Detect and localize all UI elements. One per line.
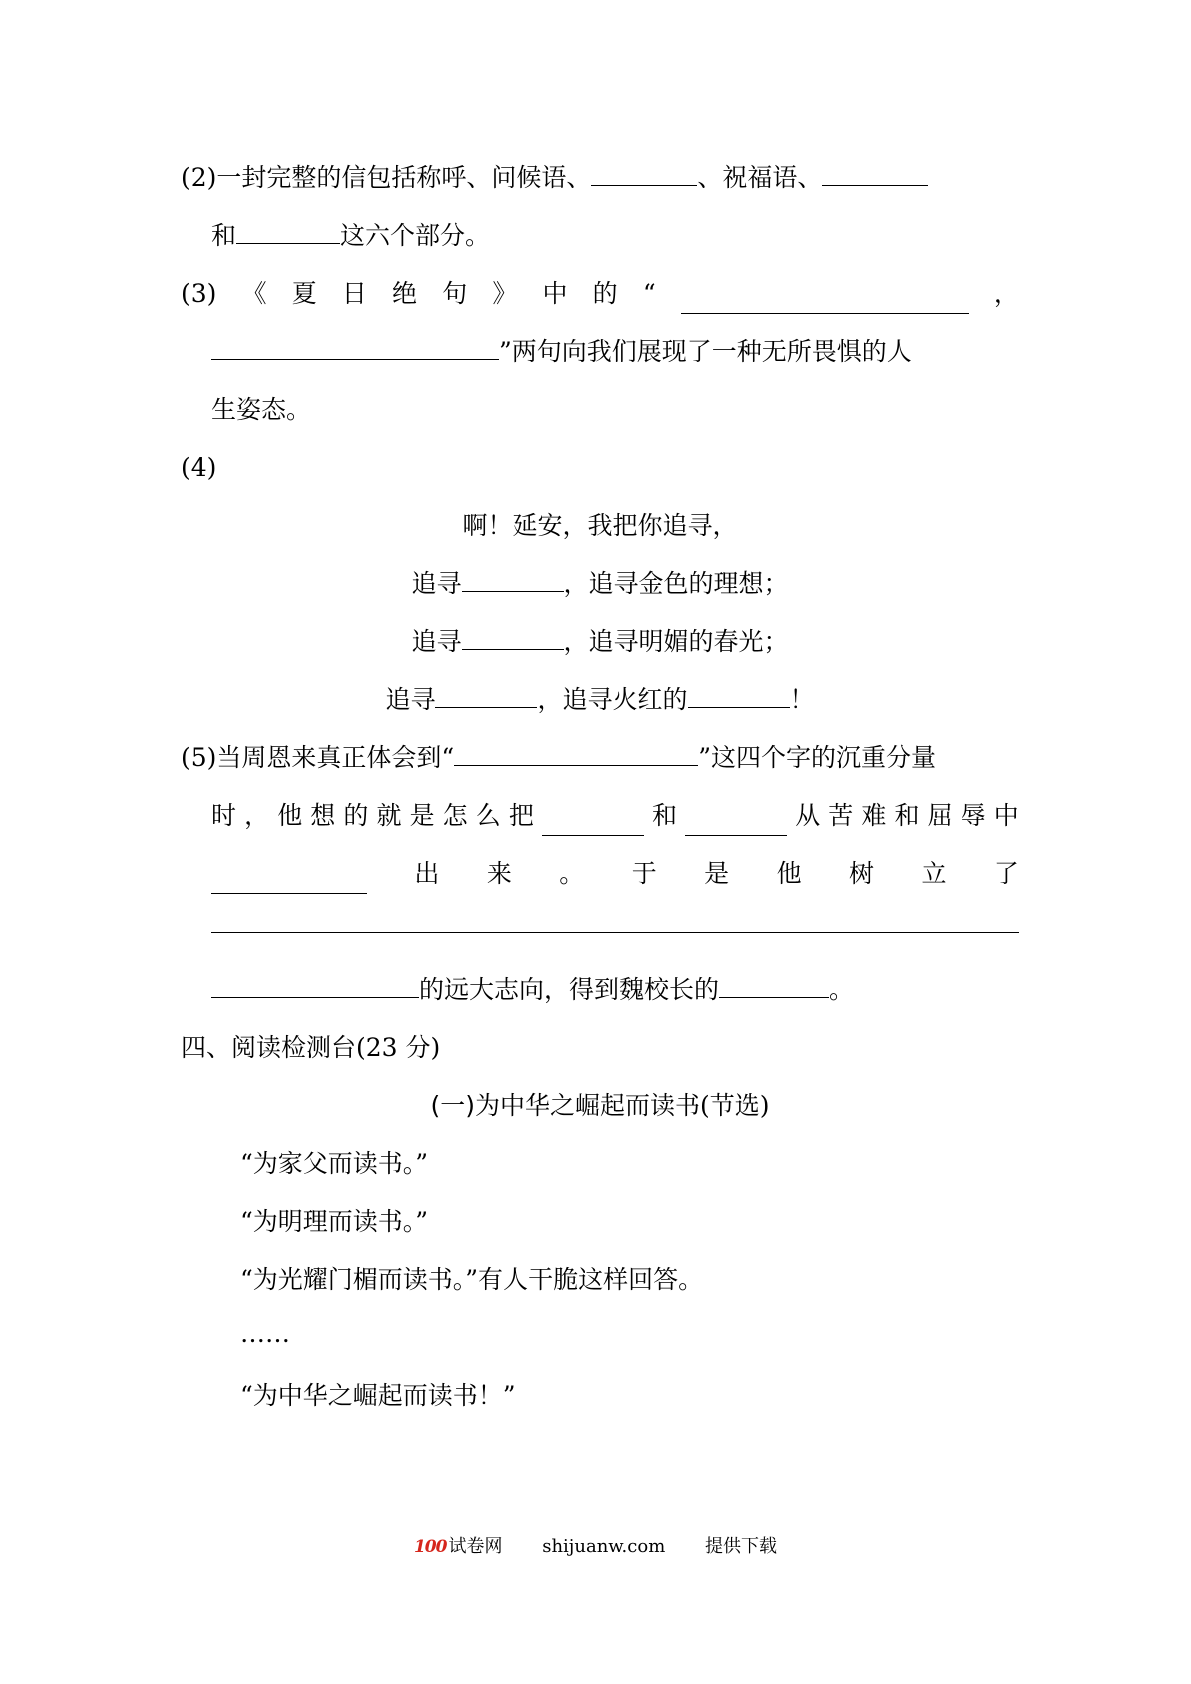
q5-char: 立 (921, 859, 947, 888)
poem-line-4 (181, 680, 1019, 720)
q5-char: 他 (277, 801, 303, 830)
answer-blank[interactable] (681, 287, 969, 314)
poem-text: ！ (789, 685, 815, 714)
answer-blank[interactable] (591, 159, 697, 186)
q3-comma: ， (993, 279, 1019, 308)
q3-char: 《 (241, 279, 267, 308)
poem-text: 追寻 (411, 569, 462, 598)
q3-char: 》 (492, 279, 518, 308)
q5-char: 的 (343, 801, 369, 830)
answer-blank[interactable] (719, 971, 829, 998)
q5-text: (5)当周恩来真正体会到“ (181, 743, 455, 772)
q5-line-1 (181, 738, 1019, 778)
q2-text-1: (2)一封完整的信包括称呼、问候语、 (181, 163, 592, 192)
q3-char: 的 (592, 279, 618, 308)
q5-line-3 (211, 854, 1019, 894)
poem-line-2 (181, 564, 1019, 604)
q3-char: 中 (542, 279, 568, 308)
passage-paragraph: “为中华之崛起而读书！” (240, 1381, 516, 1410)
answer-blank[interactable] (435, 681, 537, 708)
answer-blank[interactable] (542, 809, 644, 836)
q5-char: 和 (652, 801, 678, 830)
q3-char: 绝 (392, 279, 418, 308)
site-domain[interactable]: shijuanw.com (542, 1536, 666, 1557)
answer-blank[interactable] (685, 809, 787, 836)
q3-char: 日 (341, 279, 367, 308)
answer-blank[interactable] (822, 159, 928, 186)
q5-char: ， (244, 801, 270, 830)
passage-paragraph: “为光耀门楣而读书。”有人干脆这样回答。 (240, 1265, 704, 1294)
site-name: 试卷网 (448, 1536, 503, 1557)
answer-blank[interactable] (688, 681, 790, 708)
q2-line-2 (211, 216, 1019, 256)
q3-char: 句 (442, 279, 468, 308)
q5-char: 是 (409, 801, 435, 830)
answer-blank[interactable] (211, 867, 367, 894)
q5-line-2 (211, 796, 1019, 836)
answer-blank[interactable] (454, 739, 698, 766)
q5-char: 树 (849, 859, 875, 888)
q5-char: 苦 (828, 801, 854, 830)
passage-ellipsis: …… (240, 1319, 290, 1348)
q5-char: 么 (475, 801, 501, 830)
poem-text: 追寻 (385, 685, 436, 714)
answer-blank-full-line[interactable] (211, 932, 1019, 933)
answer-blank[interactable] (462, 623, 564, 650)
q5-char: 他 (776, 859, 802, 888)
q5-char: 时 (211, 801, 237, 830)
q5-text: 的远大志向，得到魏校长的 (419, 975, 720, 1004)
passage-paragraph: “为明理而读书。” (240, 1207, 429, 1236)
q2-text-4: 这六个部分。 (340, 221, 491, 250)
q5-char: 怎 (442, 801, 468, 830)
q5-char: 从 (795, 801, 821, 830)
q3-text-3: 生姿态。 (211, 395, 312, 424)
q5-line-5 (211, 970, 1019, 1010)
q2-text-2: 、祝福语、 (697, 163, 823, 192)
answer-blank[interactable] (236, 217, 340, 244)
q5-char: 想 (310, 801, 336, 830)
q5-char: 中 (993, 801, 1019, 830)
q4-number: (4) (181, 453, 217, 482)
q5-char: 来 (486, 859, 512, 888)
q3-line-3 (211, 390, 1019, 430)
q3-line-1 (181, 274, 1019, 314)
q5-char: 和 (894, 801, 920, 830)
download-note: 提供下载 (705, 1536, 778, 1557)
q5-char: 把 (508, 801, 534, 830)
q5-char: 了 (993, 859, 1019, 888)
answer-blank[interactable] (462, 565, 564, 592)
answer-blank[interactable] (211, 971, 419, 998)
site-logo: 100 (413, 1537, 447, 1557)
passage-title (181, 1086, 1019, 1126)
q5-char: 出 (414, 859, 440, 888)
poem-line-3 (181, 622, 1019, 662)
q3-char: 夏 (291, 279, 317, 308)
q5-text: ”这四个字的沉重分量 (698, 743, 936, 772)
q5-char: 于 (631, 859, 657, 888)
q2-line-1 (181, 158, 1019, 198)
poem-text: ，追寻金色的理想； (563, 569, 789, 598)
q5-char: 是 (704, 859, 730, 888)
passage-paragraph: “为家父而读书。” (240, 1149, 429, 1178)
q5-char: 就 (376, 801, 402, 830)
page-footer (0, 1532, 1191, 1562)
passage-title-note: (节选) (700, 1091, 770, 1120)
poem-text: 追寻 (411, 627, 462, 656)
passage-title-text: (一)为中华之崛起而读书 (430, 1091, 700, 1120)
q5-text: 。 (829, 975, 855, 1004)
q3-text-2: ”两句向我们展现了一种无所畏惧的人 (499, 337, 912, 366)
q3-char: “ (642, 279, 656, 308)
answer-blank[interactable] (211, 333, 499, 360)
poem-line-1 (181, 506, 1019, 546)
poem-text: ，追寻火红的 (537, 685, 688, 714)
poem-text: ，追寻明媚的春光； (563, 627, 789, 656)
q3-number: (3) (181, 279, 217, 308)
q5-char: 难 (861, 801, 887, 830)
q5-char: 辱 (960, 801, 986, 830)
q3-line-2 (211, 332, 1019, 372)
q2-text-3: 和 (211, 221, 237, 250)
poem-text: 啊！延安，我把你追寻， (462, 511, 738, 540)
q5-char: 。 (559, 859, 585, 888)
q5-char: 屈 (927, 801, 953, 830)
section-heading: 四、阅读检测台(23 分) (181, 1033, 441, 1062)
